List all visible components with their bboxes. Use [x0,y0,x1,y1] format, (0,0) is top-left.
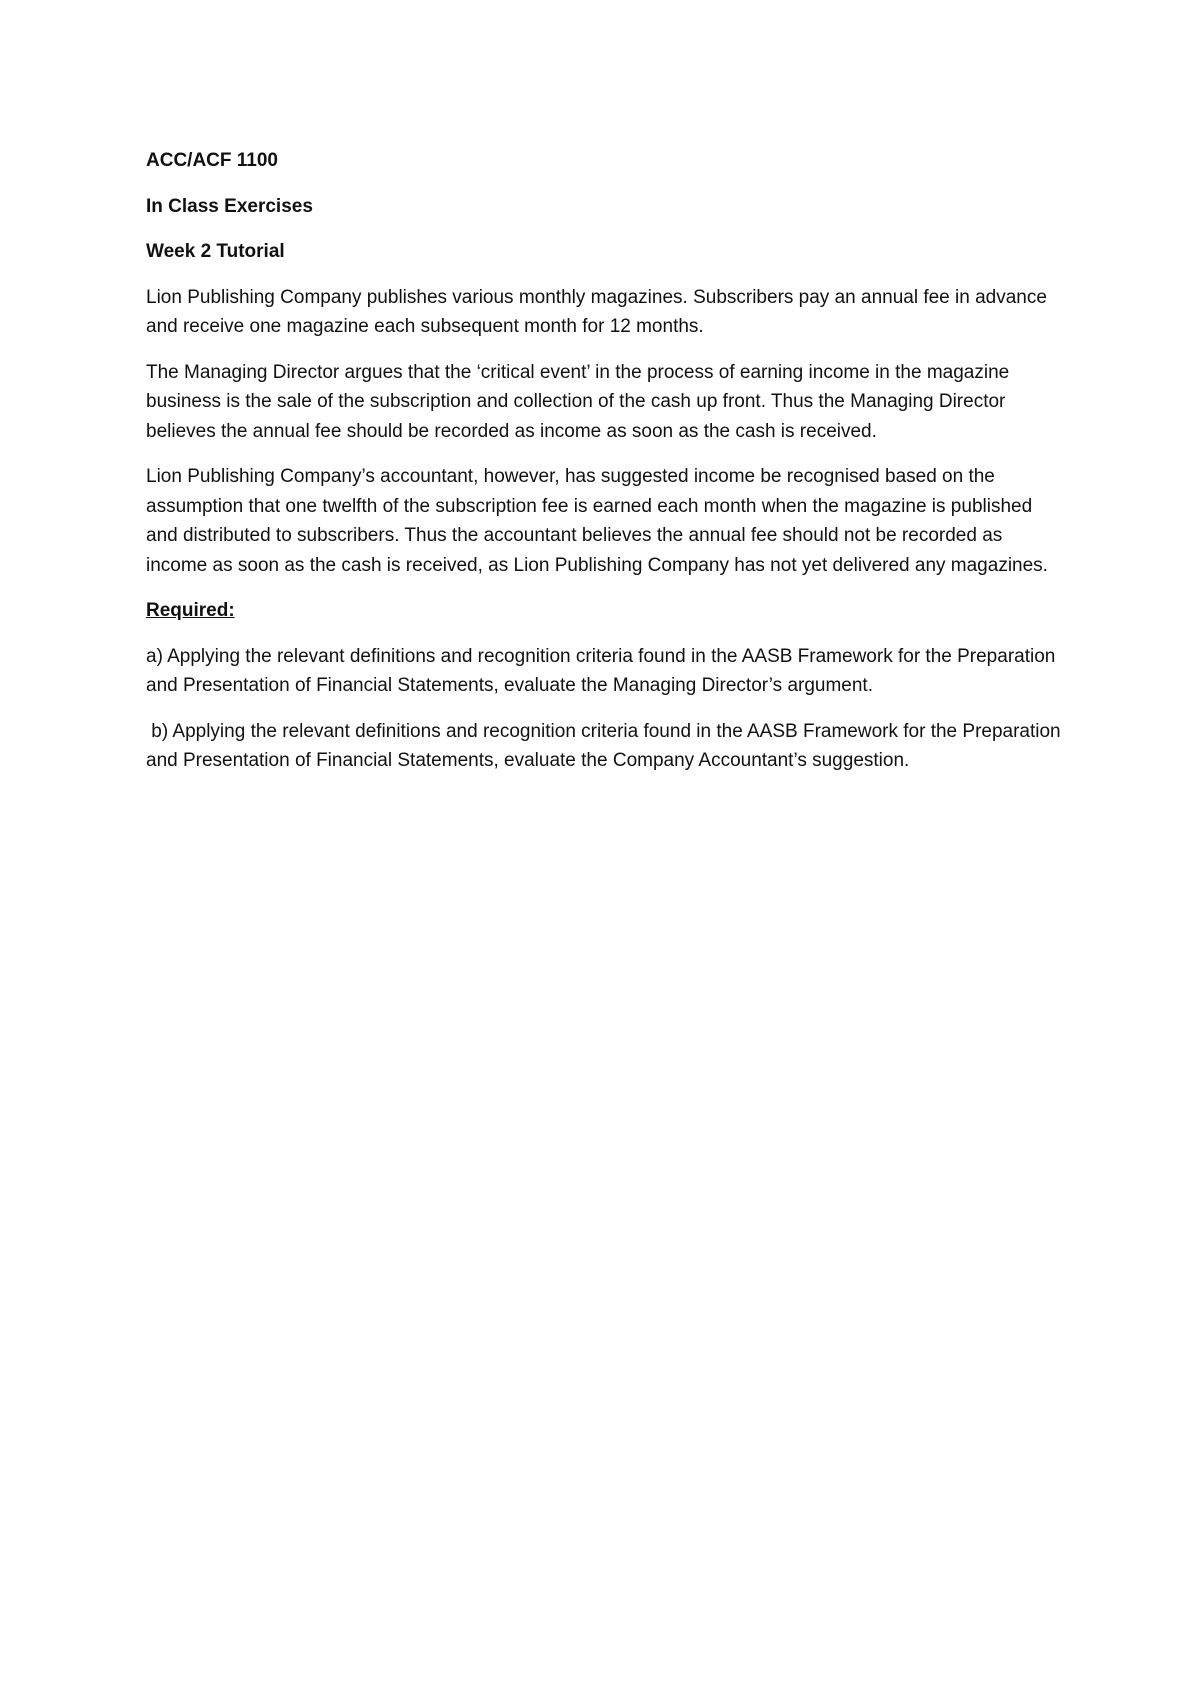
document-subtitle: In Class Exercises [146,195,313,217]
question-b: b) Applying the relevant definitions and recognition criteria found in the AASB Framework for the Preparation and Presentation of Financial Statements, evaluate the Company Accountant’s suggestion. [146,720,1061,771]
paragraph-managing-director: The Managing Director argues that the ‘critical event’ in the process of earning income in the magazine business is the sale of the subscription and collection of the cash up front. Thus the Managing Director believes the annual fee should be recorded as income as soon as the cash is received. [146,361,1010,442]
document-body [146,146,1066,792]
course-code: ACC/ACF 1100 [146,150,278,171]
required-label: Required: [146,600,235,621]
question-b-wrapper [146,717,1066,776]
paragraph-accountant: Lion Publishing Company’s accountant, however, has suggested income be recognised based on the assumption that one twelfth of the subscription fee is earned each month when the magazine is published and distributed to subscribers. Thus the accountant believes the annual fee should not be recorded as income as soon as the cash is received, as Lion Publishing Company has not yet delivered any magazines. [146,466,1048,576]
week-title: Week 2 Tutorial [146,241,285,262]
required-label-wrapper [146,596,1066,626]
question-a: a) Applying the relevant definitions and recognition criteria found in the AASB Framework for the Preparation and Presentation of Financial Statements, evaluate the Managing Director’s argument. [146,645,1056,696]
paragraph-intro: Lion Publishing Company publishes various monthly magazines. Subscribers pay an annual fee in advance and receive one magazine each subsequent month for 12 months. [146,286,1047,337]
